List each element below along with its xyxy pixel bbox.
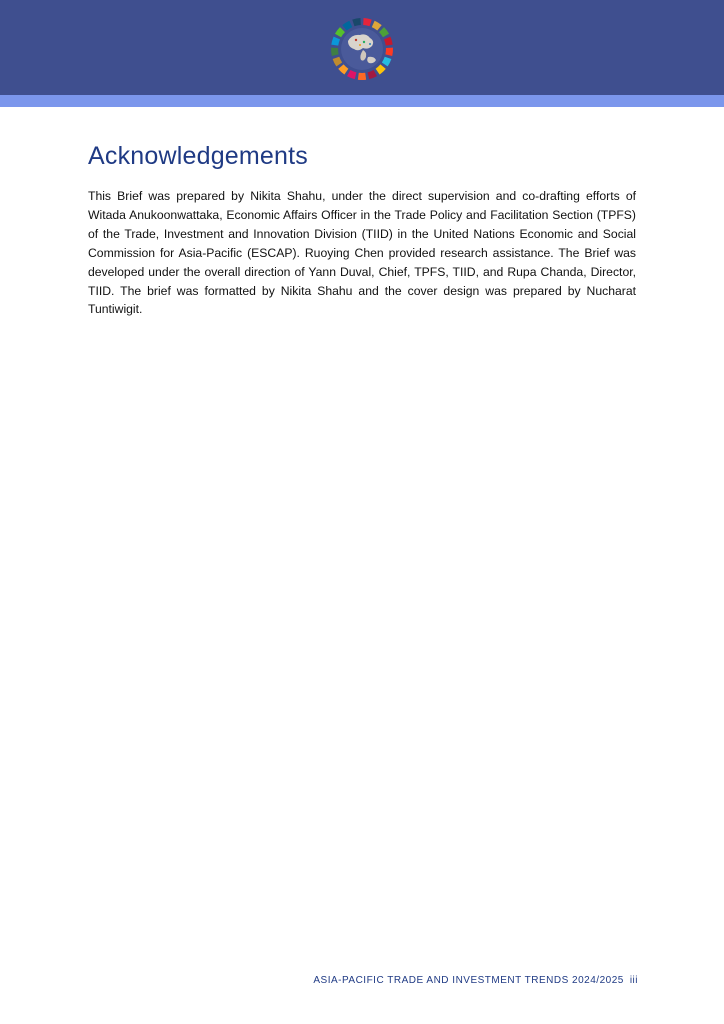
page-footer [313,975,638,986]
page-number: iii [629,975,638,986]
logo-wheel-segment [368,70,377,79]
logo-wheel-segment [385,48,393,56]
logo-wheel-segment [358,73,366,80]
acknowledgements-paragraph: This Brief was prepared by Nikita Shahu, under the direct supervision and co-drafting efforts of Witada Anukoonwattaka, Economic Affairs Officer in the Trade Policy and Facilitation Section (TPFS) of the Trade, Investment and Innovation Division (TIID) in the United Nations Economic and Social Commission for Asia-Pacific (ESCAP). Ruoying Chen provided research assistance. The Brief was developed under the overall direction of Yann Duval, Chief, TPFS, TIID, and Rupa Chanda, Director, TIID. The brief was formatted by Nikita Shahu and the cover design was prepared by Nucharat Tuntiwigit. [88,189,636,317]
logo-wheel-segment [342,21,352,31]
logo-wheel-segment [352,18,361,26]
logo-wheel-segment [376,64,386,74]
page-title: Acknowledgements [88,142,308,170]
logo-wheel-segment [338,64,348,74]
footer-report-title: ASIA-PACIFIC TRADE AND INVESTMENT TRENDS 2024/2025 [313,975,624,986]
logo-wheel-segment [372,21,382,31]
logo-wheel-segment [333,57,343,67]
header-accent-stripe [0,95,724,107]
logo-wheel-segment [379,27,389,37]
logo-wheel-segment [335,27,345,37]
logo-wheel-segment [363,18,372,26]
logo-wheel-segment [382,57,392,67]
logo-wheel-segment [331,48,339,56]
sdg-color-wheel-globe-icon [330,17,394,81]
logo-wheel-segment [384,37,393,46]
logo-wheel-segment [331,37,340,46]
logo-wheel-segment [347,70,356,79]
